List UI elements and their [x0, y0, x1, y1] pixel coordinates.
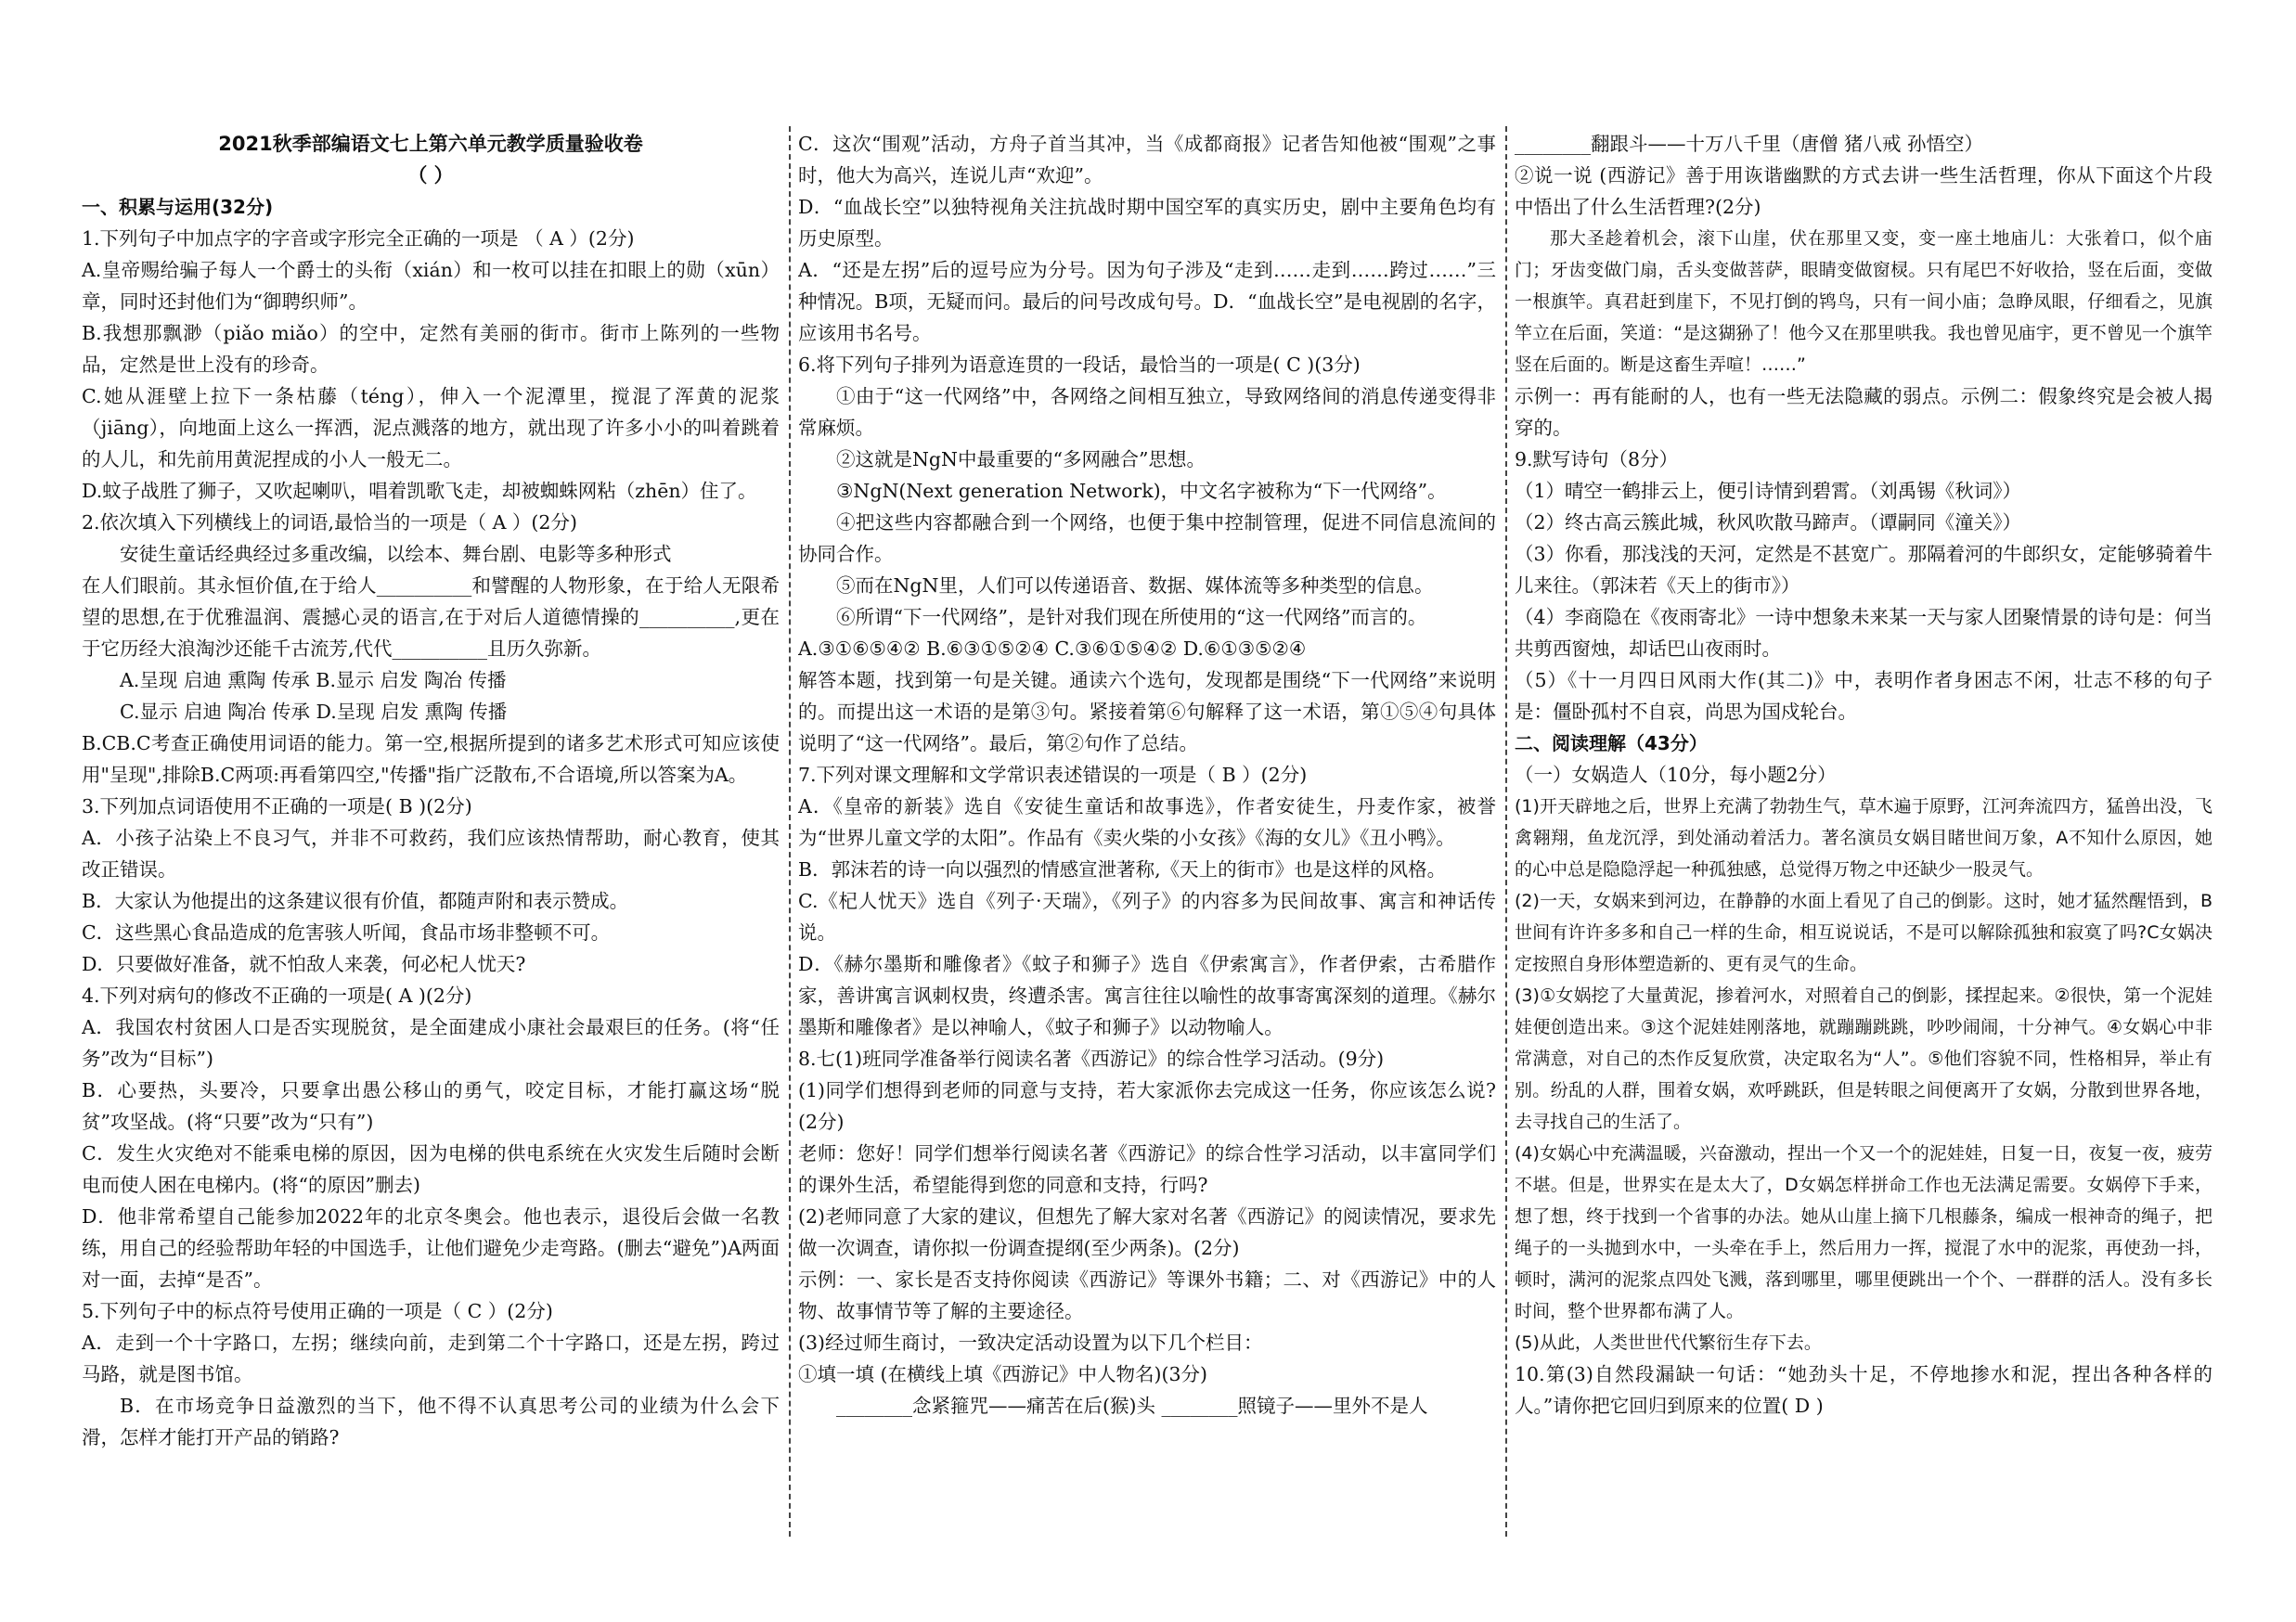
column-divider: [789, 126, 791, 1537]
q3b-text: B．大家认为他提出的这条建议很有价值，都随声附和表示赞成。: [82, 890, 629, 912]
r1-4-text: (4)女娲心中充满温暖，兴奋激动，捏出一个又一个的泥娃娃，日复一日，夜复一夜，疲劳不堪。但是，世界实在是太大了，D女娲怎样拼命工作也无法满足需要。女娲停下手来，想了想，终于找到一个省事的办法。她从山崖上摘下几根藤条，编成一根神奇的绳子，把绳子的一头拋到水中，一头牵在手上，然后用力一挥，搅混了水中的泥浆，再使劲一抖，顿时，满河的泥浆点四处飞溅，落到哪里，哪里便跳出一个个、一群群的活人。没有多长时间，整个世界都布满了人。: [1515, 1143, 2212, 1321]
q8-2a-text: 示例：一、家长是否支持你阅读《西游记》等课外书籍；二、对《西游记》中的人物、故事情节等了解的主要途径。: [798, 1268, 1496, 1322]
q5a-text: A．走到一个十字路口，左拐；继续向前，走到第二个十字路口，还是左拐，跨过马路，就是图书馆。: [82, 1332, 780, 1385]
q2p-text: 安徒生童话经典经过多重改编，以绘本、舞台剧、电影等多种形式: [120, 543, 672, 565]
q8-3d-text: ②说一说 (西游记》善于用诙谐幽默的方式去讲一些生活哲理，你从下面这个片段中悟出了什么生活哲理?(2分): [1515, 164, 2212, 218]
q1a-text: A.皇帝赐给骗子每人一个爵士的头衔（xián）和一枚可以挂在扣眼上的勋（xūn）章，同时还封他们为“御聘织师”。: [82, 259, 780, 313]
q4a-text: A．我国农村贫困人口是否实现脱贫，是全面建成小康社会最艰巨的任务。(将“任务”改为“目标”): [82, 1016, 780, 1070]
q8-3-text: (3)经过师生商讨，一致决定活动设置为以下几个栏目：: [798, 1332, 1263, 1354]
q8-3b-text: ________念紧箍咒——痛苦在后(猴)头 ________照镜子——里外不是人: [836, 1395, 1428, 1417]
column-1: [82, 128, 780, 1613]
q6-4-text: ④把这些内容都融合到一个网络，也便于集中控制管理，促进不同信息流间的协同合作。: [798, 511, 1496, 565]
q10-text: 10.第(3)自然段漏缺一句话：“她劲头十足，不停地掺水和泥，捏出各种各样的人。”请你把它回归到原来的位置( D ): [1515, 1363, 2212, 1417]
r1-3-text: (3)①女娲挖了大量黄泥，掺着河水，对照着自己的倒影，揉捏起来。②很快，第一个泥娃娃便创造出来。③这个泥娃娃刚落地，就蹦蹦跳跳，吵吵闹闹，十分神气。④女娲心中非常满意，对自己的杰作反复欣赏，决定取名为“人”。⑤他们容貌不同，性格相异，举止有别。纷乱的人群，围着女娲，欢呼跳跃，但是转眼之间便离开了女娲，分散到世界各地，去寻找自己的生活了。: [1515, 985, 2212, 1132]
q9-4-text: （4）李商隐在《夜雨寄北》一诗中想象未来某一天与家人团聚情景的诗句是：何当共剪西窗烛，却话巴山夜雨时。: [1515, 606, 2212, 660]
q8-3f-text: 示例一：再有能耐的人，也有一些无法隐藏的弱点。示例二：假象终究是会被人揭穿的。: [1515, 385, 2212, 439]
q8-3c-text: ________翻跟斗——十万八千里（唐僧 猪八戒 孙悟空）: [1515, 133, 1984, 155]
q9-3-text: （3）你看，那浅浅的天河，定然是不甚宽广。那隔着河的牛郎织女，定能够骑着牛儿来往。（郭沫若《天上的街市》）: [1515, 543, 2212, 597]
subtitle-text: （ ）: [407, 164, 454, 187]
q9-text: 9.默写诗句（8分）: [1515, 448, 1679, 470]
q6-2-text: ②这就是NgN中最重要的“多网融合”思想。: [836, 448, 1206, 470]
q3d-text: D．只要做好准备，就不怕敌人来袭，何必杞人忧天?: [82, 953, 526, 975]
q5d-text: D．“血战长空”以独特视角关注抗战时期中国空军的真实历史，剧中主要角色均有历史原型。: [798, 196, 1496, 250]
q9-1-text: （1）晴空一鹤排云上，便引诗情到碧霄。（刘禹锡《秋词》）: [1515, 480, 2022, 502]
q5c-text: C．这次“围观”活动，方舟子首当其冲，当《成都商报》记者告知他被“围观”之事时，他大为高兴，连说儿声“欢迎”。: [798, 133, 1496, 187]
q5-text: 5.下列句子中的标点符号使用正确的一项是（ C ）(2分): [82, 1300, 553, 1322]
q2ans-text: B.CB.C考查正确使用词语的能力。第一空,根据所提到的诸多艺术形式可知应该使用"呈现",排除B.C两项:再看第四空,"传播"指广泛散布,不合语境,所以答案为A。: [82, 732, 780, 786]
q7a-text: A．《皇帝的新装》选自《安徒生童话和故事选》，作者安徒生，丹麦作家，被誉为“世界儿童文学的太阳”。作品有《卖火柴的小女孩》《海的女儿》《丑小鸭》。: [798, 795, 1496, 849]
q9-5-text: （5）《十一月四日风雨大作(其二)》中，表明作者身困志不闲，壮志不移的句子是：僵卧孤村不自哀，尚思为国戍轮台。: [1515, 669, 2212, 723]
q2p2-text: 在人们眼前。其永恒价值,在于给人__________和譬醒的人物形象，在于给人无限希望的思想,在于优雅温润、震撼心灵的语言,在于对后人道德情操的__________,更在于它历经大浪淘沙还能千古流芳,代代__________且历久弥新。: [82, 574, 780, 660]
sec2-text: 二、阅读理解（43分）: [1515, 732, 1708, 754]
q7c-text: C.《杞人忧天》选自《列子·天瑞》，《列子》的内容多为民间故事、寓言和神话传说。: [798, 890, 1496, 944]
q9-2-text: （2）终古高云簇此城，秋风吹散马蹄声。（谭嗣同《潼关》）: [1515, 511, 2022, 534]
q5ans-text: A．“还是左拐”后的逗号应为分号。因为句子涉及“走到……走到……跨过……”三种情况。B项，无疑而问。最后的问号改成句号。D．“血战长空”是电视剧的名字，应该用书名号。: [798, 259, 1496, 344]
r1-text: （一）女娲造人（10分，每小题2分）: [1515, 764, 1837, 786]
sec1-text: 一、积累与运用(32分): [82, 196, 274, 218]
q2-text: 2.依次填入下列横线上的词语,最恰当的一项是（ A ）(2分): [82, 511, 577, 534]
q1b-text: B.我想那飘渺（piǎo miǎo）的空中，定然有美丽的街市。街市上陈列的一些物品，定然是世上没有的珍奇。: [82, 322, 780, 376]
q1d-text: D.蚊子战胜了狮子，又吹起喇叭，唱着凯歌飞走，却被蜘蛛网粘（zhēn）住了。: [82, 480, 757, 502]
q6-6-text: ⑥所谓“下一代网络”，是针对我们现在所使用的“这一代网络”而言的。: [836, 606, 1427, 628]
q7b-text: B．郭沫若的诗一向以强烈的情感宣泄著称,《天上的街市》也是这样的风格。: [798, 858, 1447, 881]
r1-2-text: (2)一天，女娲来到河边，在静静的水面上看见了自己的倒影。这时，她才猛然醒悟到，B世间有许许多多和自己一样的生命，相互说说话，不是可以解除孤独和寂寞了吗?C女娲决定按照自身形体塑造新的、更有灵气的生命。: [1515, 891, 2212, 974]
r1-1-text: (1)开天辟地之后，世界上充满了勃勃生气，草木遍于原野，江河奔流四方，猛兽出没，飞禽翱翔，鱼龙沉浮，到处涌动着活力。著名演员女娲目睹世间万象，A不知什么原因，她的心中总是隐隐浮起一种孤独感，总觉得万物之中还缺少一股灵气。: [1515, 796, 2212, 880]
q1c-text: C.她从涯壁上拉下一条枯藤（téng），伸入一个泥潭里，搅混了浑黄的泥浆（jiāng），向地面上这么一挥洒，泥点溅落的地方，就出现了许多小小的叫着跳着的人儿，和先前用黄泥捏成的小人一般无二。: [82, 385, 780, 470]
q3-text: 3.下列加点词语使用不正确的一项是( B )(2分): [82, 795, 472, 817]
q1-text: 1.下列句子中加点字的字音或字形完全正确的一项是 （ A ）(2分): [82, 227, 635, 250]
q4d-text: D．他非常希望自己能参加2022年的北京冬奥会。他也表示，退役后会做一名教练，用自己的经验帮助年轻的中国选手，让他们避免少走弯路。(删去“避免”)A两面对一面，去掉“是否”。: [82, 1205, 780, 1291]
q6-3-text: ③NgN(Next generation Network)，中文名字被称为“下一代网络”。: [836, 480, 1447, 502]
q5b-text: B．在市场竞争日益激烈的当下，他不得不认真思考公司的业绩为什么会下滑，怎样才能打开产品的销路?: [82, 1395, 780, 1448]
r1-5-text: (5)从此，人类世世代代繁衍生存下去。: [1515, 1332, 1822, 1353]
q6opt-text: A.③①⑥⑤④② B.⑥③①⑤②④ C.③⑥①⑤④② D.⑥①③⑤②④: [798, 637, 1307, 660]
column-2: [798, 128, 1496, 1613]
q8-1a-text: 老师：您好！同学们想举行阅读名著《西游记》的综合性学习活动，以丰富同学们的课外生活，希望能得到您的同意和支持，行吗?: [798, 1142, 1496, 1196]
q8-text: 8.七(1)班同学准备举行阅读名著《西游记》的综合性学习活动。(9分): [798, 1048, 1385, 1070]
q6ans-text: 解答本题，找到第一句是关键。通读六个选句，发现都是围绕“下一代网络”来说明的。而提出这一术语的是第③句。紧接着第⑥句解释了这一术语，第①⑤④句具体说明了“这一代网络”。最后，第②句作了总结。: [798, 669, 1496, 754]
q7-text: 7.下列对课文理解和文学常识表述错误的一项是（ B ）(2分): [798, 764, 1308, 786]
q3c-text: C．这些黑心食品造成的危害骇人听闻，食品市场非整顿不可。: [82, 921, 611, 944]
q6-1-text: ①由于“这一代网络”中，各网络之间相互独立，导致网络间的消息传递变得非常麻烦。: [798, 385, 1496, 439]
q2ab-text: A.呈现 启迪 熏陶 传承 B.显示 启发 陶冶 传播: [120, 669, 507, 691]
q8-3e-text: 那大圣趁着机会，滚下山崖，伏在那里又变，变一座土地庙儿：大张着口，似个庙门；牙齿变做门扇，舌头变做菩萨，眼睛变做窗棂。只有尾巴不好收拾，竖在后面，变做一根旗竿。真君赶到崖下，不见打倒的鸨鸟，只有一间小庙；急睁凤眼，仔细看之，见旗竿立在后面，笑道：“是这猢狲了！他今又在那里哄我。我也曾见庙宇，更不曾见一个旗竿竖在后面的。断是这畜生弄喧！……”: [1515, 228, 2212, 375]
q3a-text: A．小孩子沾染上不良习气，并非不可救药，我们应该热情帮助，耐心教育，使其改正错误。: [82, 827, 780, 881]
title-text: 2021秋季部编语文七上第六单元教学质量验收卷: [218, 133, 643, 155]
q8-3a-text: ①填一填 (在横线上填《西游记》中人物名)(3分): [798, 1363, 1208, 1385]
q4b-text: B．心要热，头要冷，只要拿出愚公移山的勇气，咬定目标，才能打赢这场“脱贫”攻坚战。(将“只要”改为“只有”): [82, 1079, 780, 1133]
q4c-text: C．发生火灾绝对不能乘电梯的原因，因为电梯的供电系统在火灾发生后随时会断电而使人困在电梯内。(将“的原因”删去): [82, 1142, 780, 1196]
q4-text: 4.下列对病句的修改不正确的一项是( A )(2分): [82, 985, 472, 1007]
column-3: [1515, 128, 2212, 1613]
q6-5-text: ⑤而在NgN里，人们可以传递语音、数据、媒体流等多种类型的信息。: [836, 574, 1434, 597]
q8-1-text: (1)同学们想得到老师的同意与支持，若大家派你去完成这一任务，你应该怎么说?(2分): [798, 1079, 1496, 1133]
q8-2-text: (2)老师同意了大家的建议，但想先了解大家对名著《西游记》的阅读情况，要求先做一次调查，请你拟一份调查提纲(至少两条)。(2分): [798, 1205, 1496, 1259]
q6-text: 6.将下列句子排列为语意连贯的一段话，最恰当的一项是( C )(3分): [798, 354, 1361, 376]
q2cd-text: C.显示 启迪 陶冶 传承 D.呈现 启发 熏陶 传播: [120, 701, 508, 723]
column-divider: [1505, 126, 1507, 1537]
q7d-text: D．《赫尔墨斯和雕像者》《蚊子和狮子》选自《伊索寓言》，作者伊索，古希腊作家，善讲寓言讽刺权贵，终遭杀害。寓言往往以喻性的故事寄寓深刻的道理。《赫尔墨斯和雕像者》是以神喻人，《蚊子和狮子》以动物喻人。: [798, 953, 1496, 1038]
